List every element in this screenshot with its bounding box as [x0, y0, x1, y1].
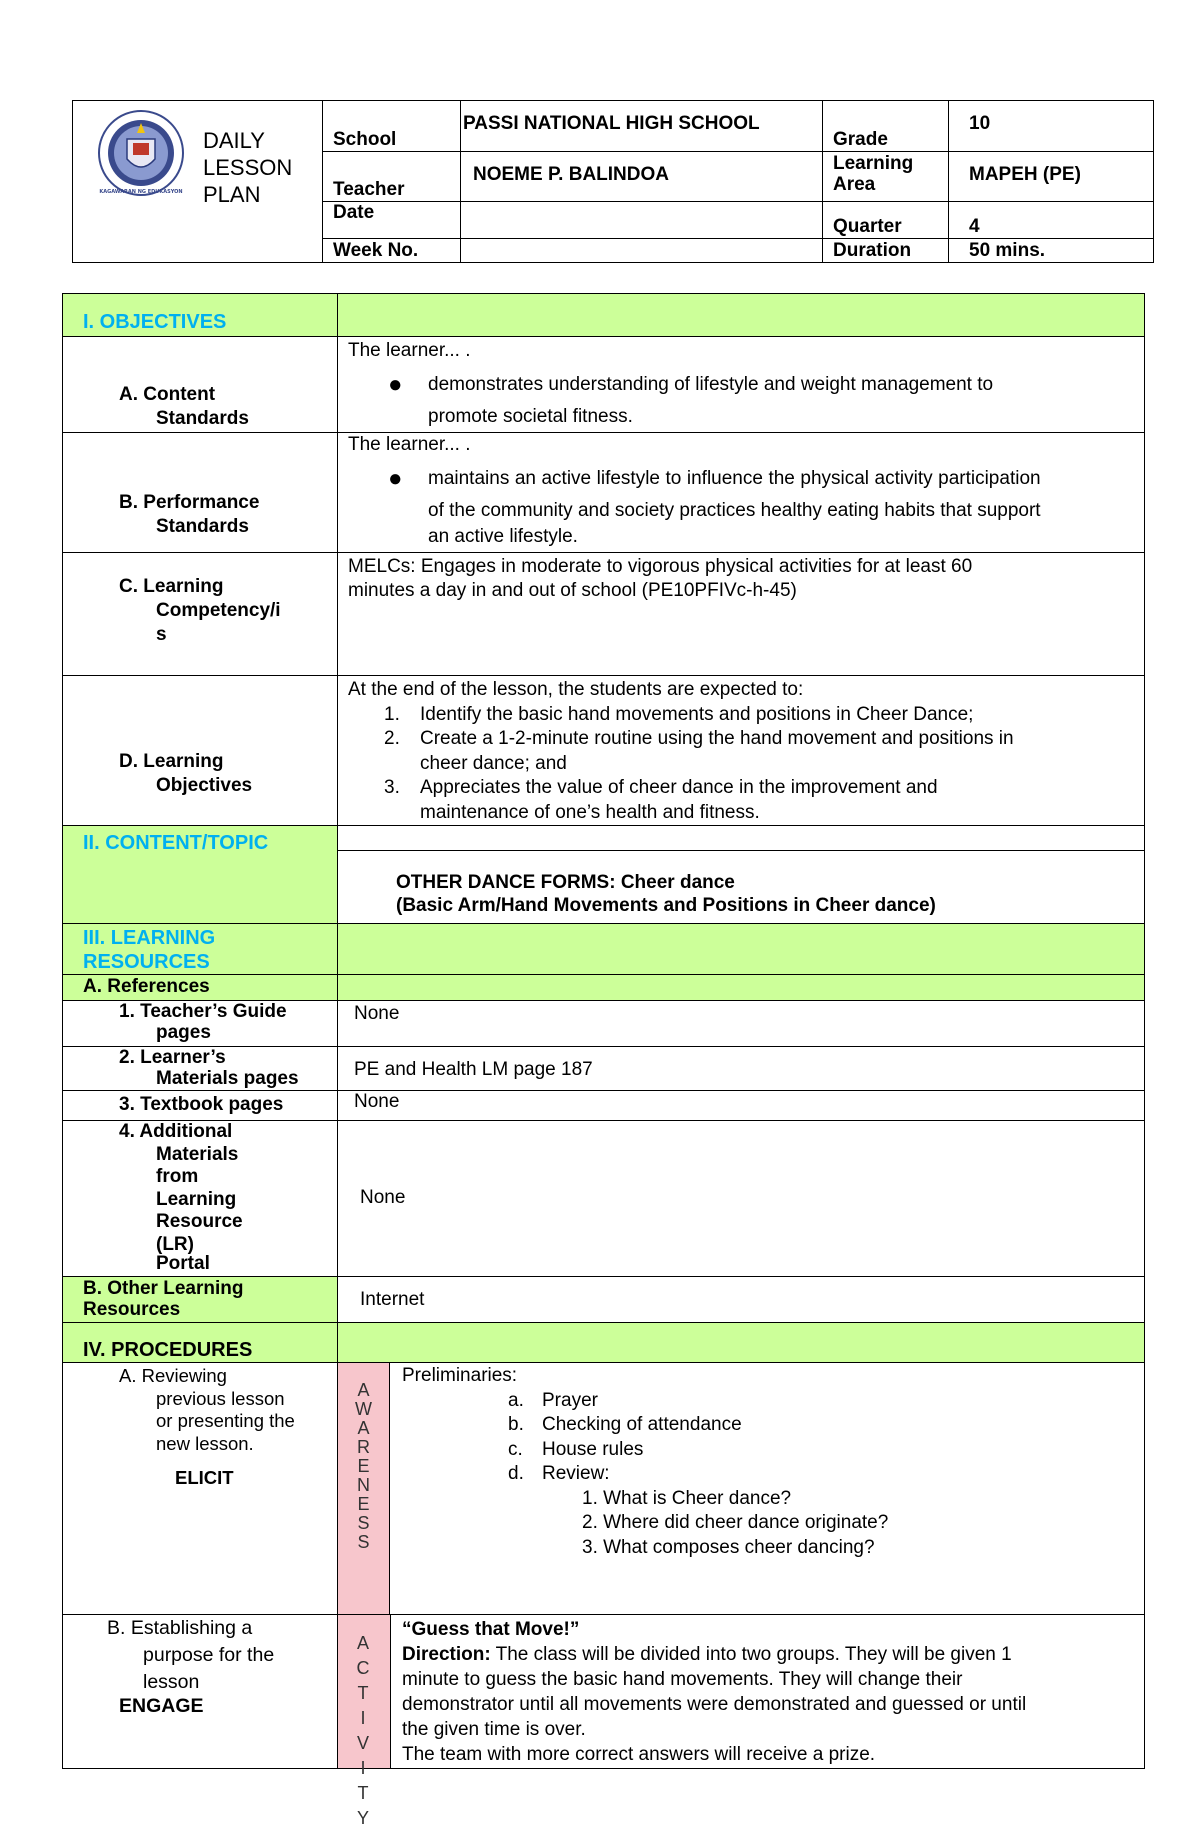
learners-materials-value: PE and Health LM page 187	[338, 1047, 1145, 1091]
textbook-value: None	[338, 1091, 1145, 1121]
topic-subtitle: (Basic Arm/Hand Movements and Positions in Cheer dance)	[396, 895, 936, 916]
duration-value: 50 mins.	[949, 239, 1154, 263]
header-logo-cell	[73, 101, 323, 263]
textbook-label: 3. Textbook pages	[63, 1091, 338, 1121]
lesson-table	[62, 293, 1145, 1769]
activity-letters: A C T I V I T Y	[356, 1633, 370, 1828]
content-standards-label: A. Content Standards	[63, 337, 338, 433]
performance-standards-text: The learner... . ● maintains an active lifestyle to influence the physical activity participation of the community and society practices healthy eating habits that support an active lifestyle.	[338, 433, 1145, 553]
performance-standards-label: B. Performance Standards	[63, 433, 338, 553]
procedure-a-label: A. Reviewing previous lesson or presenting the new lesson. ELICIT	[63, 1363, 338, 1615]
procedures-heading-blank	[338, 1323, 1145, 1363]
learning-area-value: MAPEH (PE)	[949, 152, 1154, 202]
other-resources-value: Internet	[338, 1277, 1145, 1323]
grade-label: Grade	[823, 101, 949, 152]
week-label: Week No.	[323, 239, 461, 263]
other-resources-label: B. Other Learning Resources	[63, 1277, 338, 1323]
teacher-label: Teacher	[323, 152, 461, 202]
teachers-guide-value: None	[338, 1001, 1145, 1047]
additional-materials-label: 4. Additional Materials from Learning Resource (LR) Portal	[63, 1121, 338, 1277]
header-table	[72, 100, 1154, 263]
teacher-value: NOEME P. BALINDOA	[461, 152, 823, 202]
week-value	[461, 239, 823, 263]
references-label: A. References	[63, 975, 338, 1001]
bullet-icon: ●	[388, 371, 403, 398]
content-heading: II. CONTENT/TOPIC	[63, 826, 338, 924]
resources-heading-blank	[338, 924, 1145, 975]
direction-label: Direction:	[402, 1644, 491, 1665]
learning-objectives-text: At the end of the lesson, the students are expected to: 1. Identify the basic hand movements and positions in Cheer Dance; 2. Create a 1-2-minute routine using the hand movement and positions in cheer dance; and 3. Appreciates the value of cheer dance in the improvement and maintenance of one’s health and fitness.	[338, 676, 1145, 826]
procedure-b-label: B. Establishing a purpose for the lesson ENGAGE	[63, 1615, 338, 1769]
elicit-tag: ELICIT	[175, 1467, 234, 1488]
additional-materials-value: None	[338, 1121, 1145, 1277]
content-standards-text: The learner... . ● demonstrates understanding of lifestyle and weight management to promote societal fitness.	[338, 337, 1145, 433]
bullet-icon: ●	[388, 465, 403, 492]
game-title: “Guess that Move!”	[402, 1619, 580, 1640]
learning-competency-label: C. Learning Competency/i s	[63, 553, 338, 676]
content-topic-cell	[338, 826, 1145, 924]
svg-text:KAGAWARAN NG EDUKASYON: KAGAWARAN NG EDUKASYON	[99, 189, 183, 195]
learners-materials-label: 2. Learner’s Materials pages	[63, 1047, 338, 1091]
guess-that-move: “Guess that Move!” Direction: The class will be divided into two groups. They will be given 1 minute to guess the basic hand movements. They will change their demonstrator until all movements were demonstrated and guessed or until the given time is over. The team with more correct answers will receive a prize.	[402, 1615, 1144, 1767]
duration-label: Duration	[823, 239, 949, 263]
date-label: Date	[323, 202, 461, 239]
engage-tag: ENGAGE	[119, 1695, 204, 1717]
procedures-heading: IV. PROCEDURES	[63, 1323, 338, 1363]
learning-competency-text: MELCs: Engages in moderate to vigorous physical activities for at least 60 minutes a day in and out of school (PE10PFIVc-h-45)	[338, 553, 1145, 676]
objectives-heading: I. OBJECTIVES	[63, 294, 338, 337]
references-blank	[338, 975, 1145, 1001]
objective-list: 1. Identify the basic hand movements and positions in Cheer Dance; 2. Create a 1-2-minute routine using the hand movement and positions in cheer dance; and 3. Appreciates the value of cheer dance in the improvement and maintenance of one’s health and fitness.	[384, 703, 1014, 823]
school-value: PASSI NATIONAL HIGH SCHOOL	[461, 101, 823, 152]
teachers-guide-label: 1. Teacher’s Guide pages	[63, 1001, 338, 1047]
procedure-b-cell	[338, 1615, 1145, 1769]
quarter-label: Quarter	[823, 202, 949, 239]
preliminaries: Preliminaries: a. Prayer b. Checking of attendance c. House rules d. Review: 1. What is Cheer dance? 2. Where did cheer dance originate? 3. What composes cheer dancing?	[402, 1365, 889, 1558]
dlp-title: DAILY LESSON PLAN	[203, 128, 293, 207]
school-label: School	[323, 101, 461, 152]
grade-value: 10	[949, 101, 1154, 152]
learning-objectives-label: D. Learning Objectives	[63, 676, 338, 826]
topic-title: OTHER DANCE FORMS: Cheer dance	[396, 872, 735, 893]
learning-area-label: Learning Area	[823, 152, 949, 202]
awareness-strip: A W A R E N E S S	[338, 1363, 390, 1614]
procedure-a-cell	[338, 1363, 1145, 1615]
resources-heading: III. LEARNING RESOURCES	[63, 924, 338, 975]
objectives-heading-blank	[338, 294, 1145, 337]
deped-seal-icon	[97, 109, 185, 197]
quarter-value: 4	[949, 202, 1154, 239]
date-value	[461, 202, 823, 239]
